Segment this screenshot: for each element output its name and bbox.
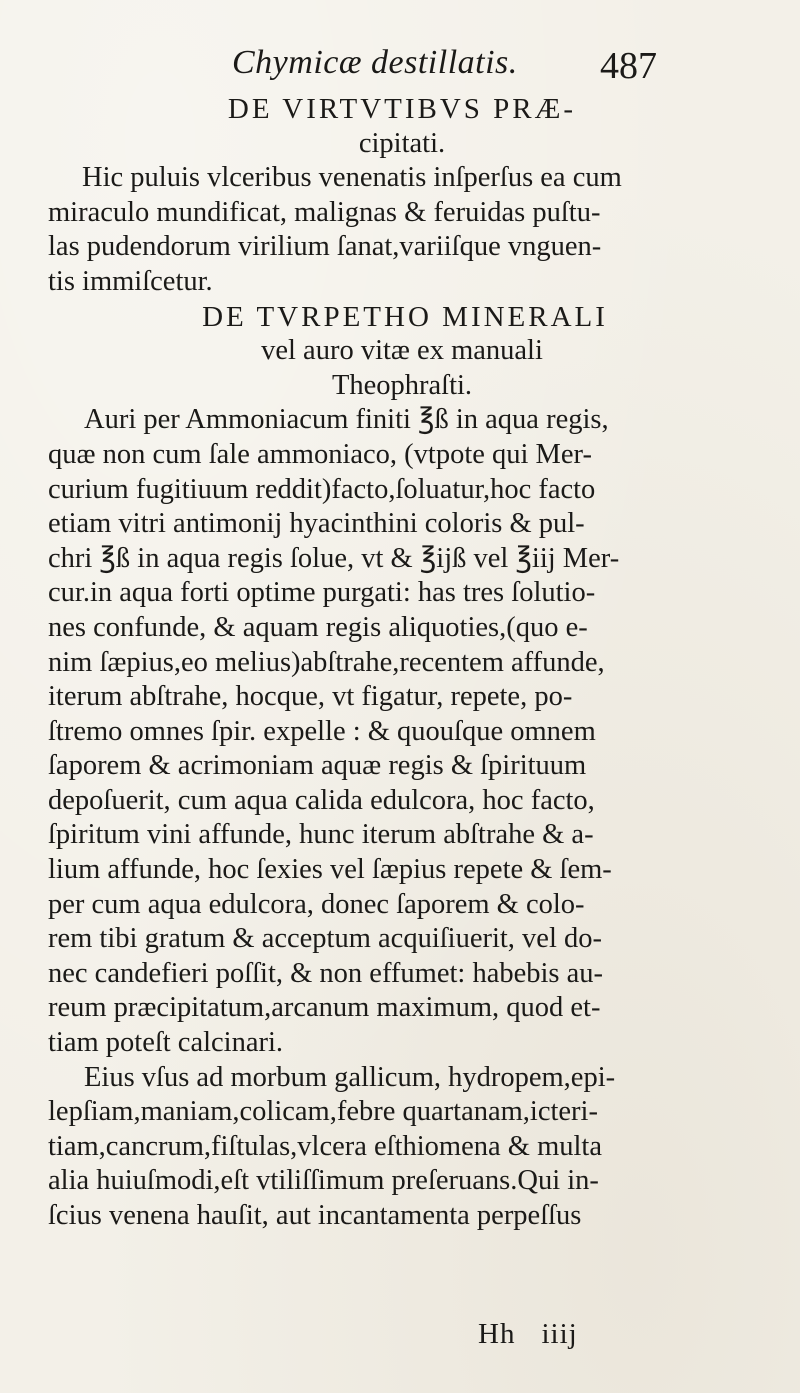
section-heading-continuation: cipitati.: [358, 127, 446, 159]
text-line: nec candefieri poſſit, & non effumet: habebis au-: [48, 957, 604, 989]
text-line: chri ℥ß in aqua regis ſolue, vt & ℥ijß vel ℥iij Mer-: [48, 542, 620, 574]
text-line: ſaporem & acrimoniam aquæ regis & ſpirituum: [48, 750, 587, 782]
text-line: iterum abſtrahe, hocque, vt figatur, repete, po-: [48, 681, 573, 713]
page-number: 487: [600, 45, 657, 87]
text-line: rem tibi gratum & acceptum acquiſiuerit, vel do-: [48, 923, 602, 955]
text-line: per cum aqua edulcora, donec ſaporem & colo-: [48, 888, 585, 920]
text-line: las pudendorum virilium ſanat,variiſque vnguen-: [48, 231, 602, 263]
text-line: ſcius venena hauſit, aut incantamenta perpeſſus: [48, 1200, 582, 1231]
text-line: miraculo mundificat, malignas & feruidas puſtu-: [48, 196, 601, 228]
text-line: nes confunde, & aquam regis aliquoties,(quo e-: [48, 611, 588, 643]
text-line: etiam vitri antimonij hyacinthini coloris & pul-: [48, 508, 585, 540]
signature-mark: [478, 1318, 578, 1351]
text-line: nim ſæpius,eo melius)abſtrahe,recentem affunde,: [48, 646, 605, 678]
text-line: depoſuerit, cum aqua calida edulcora, hoc facto,: [48, 784, 595, 816]
text-line: reum præcipitatum,arcanum maximum, quod et-: [48, 992, 601, 1024]
signature-letters: Hh: [478, 1318, 516, 1350]
signature-number: iiij: [541, 1318, 578, 1350]
text-line: Auri per Ammoniacum finiti ℥ß in aqua regis,: [84, 404, 609, 436]
section-heading-continuation: Theophraſti.: [331, 369, 473, 401]
text-line: Eius vſus ad morbum gallicum, hydropem,epi-: [84, 1061, 616, 1093]
text-line: tis immiſcetur.: [48, 265, 213, 297]
text-line: ſpiritum vini affunde, hunc iterum abſtrahe & a-: [48, 819, 594, 851]
text-line: ſtremo omnes ſpir. expelle : & quouſque omnem: [48, 715, 596, 747]
section-heading: DE VIRTVTIBVS PRÆ-: [227, 93, 577, 125]
text-line: tiam,cancrum,fiſtulas,vlcera eſthiomena & multa: [48, 1130, 602, 1162]
section-heading: DE TVRPETHO MINERALI: [202, 300, 608, 333]
text-line: cur.in aqua forti optime purgati: has tres ſolutio-: [48, 577, 596, 609]
text-line: tiam poteſt calcinari.: [48, 1027, 284, 1059]
text-line: lepſiam,maniam,colicam,febre quartanam,icteri-: [48, 1096, 598, 1128]
text-line: lium affunde, hoc ſexies vel ſæpius repete & ſem-: [48, 854, 612, 886]
running-title: Chymicæ destillatis.: [232, 44, 518, 81]
section-heading-continuation: vel auro vitæ ex manuali: [261, 335, 543, 367]
text-line: curium fugitiuum reddit)facto,ſoluatur,hoc facto: [48, 473, 596, 505]
body-text: [48, 92, 748, 1234]
text-line: quæ non cum ſale ammoniaco, (vtpote qui Mer-: [48, 438, 592, 470]
text-line: alia huiuſmodi,eſt vtiliſſimum preſeruans.Qui in-: [48, 1165, 599, 1197]
text-line: Hic puluis vlceribus venenatis inſperſus ea cum: [82, 162, 622, 194]
